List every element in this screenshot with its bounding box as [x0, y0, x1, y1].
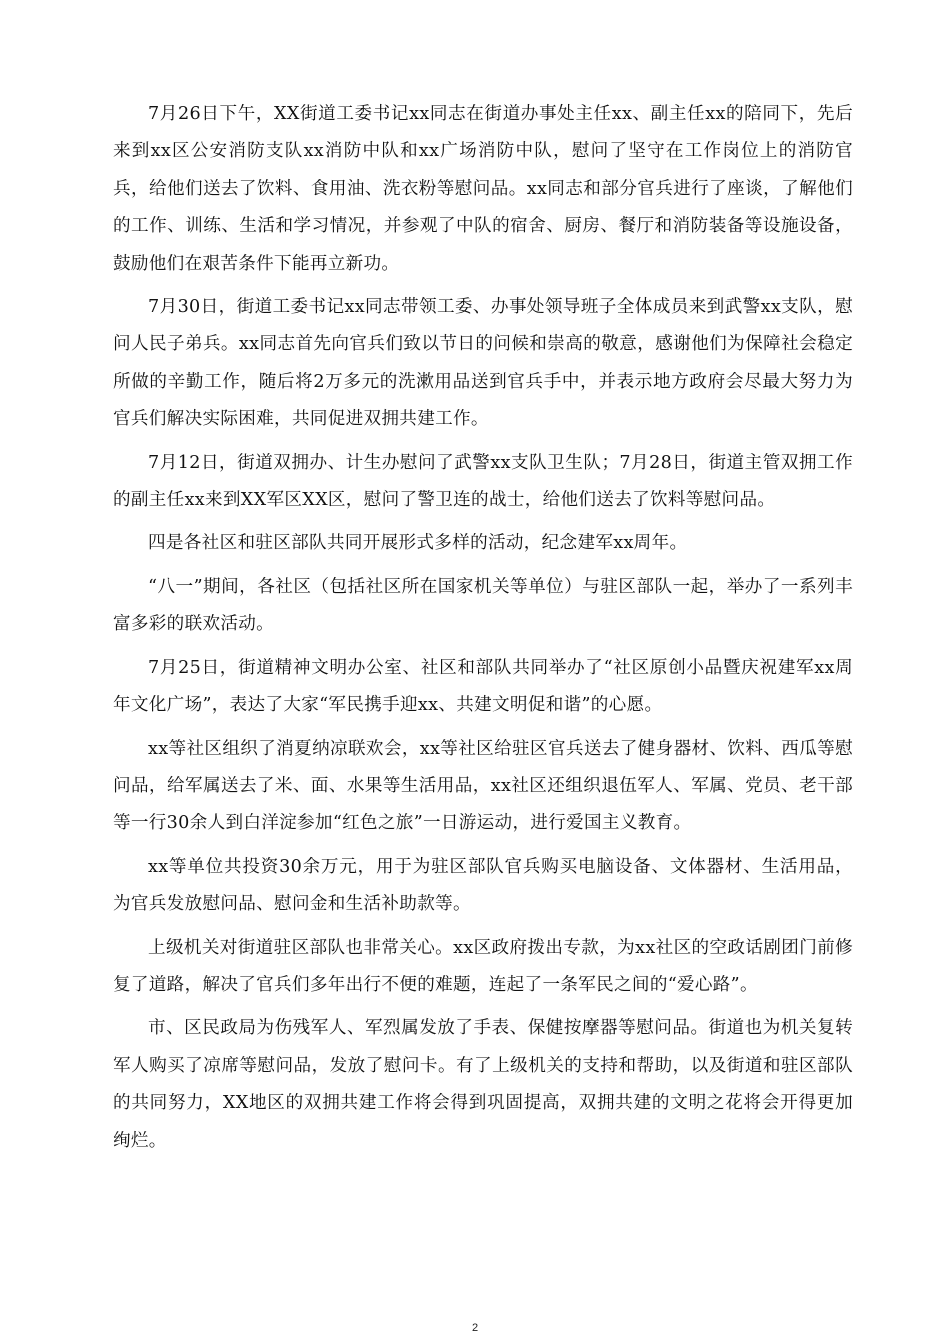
paragraph: xx等社区组织了消夏纳凉联欢会，xx等社区给驻区官兵送去了健身器材、饮料、西瓜等慰问品，给军属送去了米、面、水果等生活用品，xx社区还组织退伍军人、军属、党员、老干部等一行30余人到白洋淀参加“红色之旅”一日游运动，进行爱国主义教育。	[113, 738, 853, 834]
paragraph: 7月12日，街道双拥办、计生办慰问了武警xx支队卫生队；7月28日，街道主管双拥工作的副主任xx来到XX军区XX区，慰问了警卫连的战士，给他们送去了饮料等慰问品。	[113, 452, 853, 511]
paragraph: 四是各社区和驻区部队共同开展形式多样的活动，纪念建军xx周年。	[148, 533, 688, 554]
paragraph: 7月30日，街道工委书记xx同志带领工委、办事处领导班子全体成员来到武警xx支队，慰问人民子弟兵。xx同志首先向官兵们致以节日的问候和崇高的敬意，感谢他们为保障社会稳定所做的辛勤工作，随后将2万多元的洗漱用品送到官兵手中，并表示地方政府会尽最大努力为官兵们解决实际困难，共同促进双拥共建工作。	[113, 297, 853, 430]
paragraph: 7月25日，街道精神文明办公室、社区和部队共同举办了“社区原创小品暨庆祝建军xx周年文化广场”，表达了大家“军民携手迎xx、共建文明促和谐”的心愿。	[113, 657, 853, 716]
paragraph: “八一”期间，各社区（包括社区所在国家机关等单位）与驻区部队一起，举办了一系列丰富多彩的联欢活动。	[113, 576, 853, 635]
paragraph: 上级机关对街道驻区部队也非常关心。xx区政府拨出专款，为xx社区的空政话剧团门前修复了道路，解决了官兵们多年出行不便的难题，连起了一条军民之间的“爱心路”。	[113, 937, 853, 995]
page-number: 2	[471, 1322, 479, 1334]
paragraph: xx等单位共投资30余万元，用于为驻区部队官兵购买电脑设备、文体器材、生活用品，为官兵发放慰问品、慰问金和生活补助款等。	[113, 856, 853, 915]
paragraph: 7月26日下午，XX街道工委书记xx同志在街道办事处主任xx、副主任xx的陪同下，先后来到xx区公安消防支队xx消防中队和xx广场消防中队，慰问了坚守在工作岗位上的消防官兵，给他们送去了饮料、食用油、洗衣粉等慰问品。xx同志和部分官兵进行了座谈，了解他们的工作、训练、生活和学习情况，并参观了中队的宿舍、厨房、餐厅和消防装备等设施设备，鼓励他们在艰苦条件下能再立新功。	[113, 104, 853, 274]
document-body	[113, 96, 853, 1166]
paragraph: 市、区民政局为伤残军人、军烈属发放了手表、保健按摩器等慰问品。街道也为机关复转军人购买了凉席等慰问品，发放了慰问卡。有了上级机关的支持和帮助，以及街道和驻区部队的共同努力，XX地区的双拥共建工作将会得到巩固提高，双拥共建的文明之花将会开得更加绚烂。	[113, 1018, 853, 1151]
